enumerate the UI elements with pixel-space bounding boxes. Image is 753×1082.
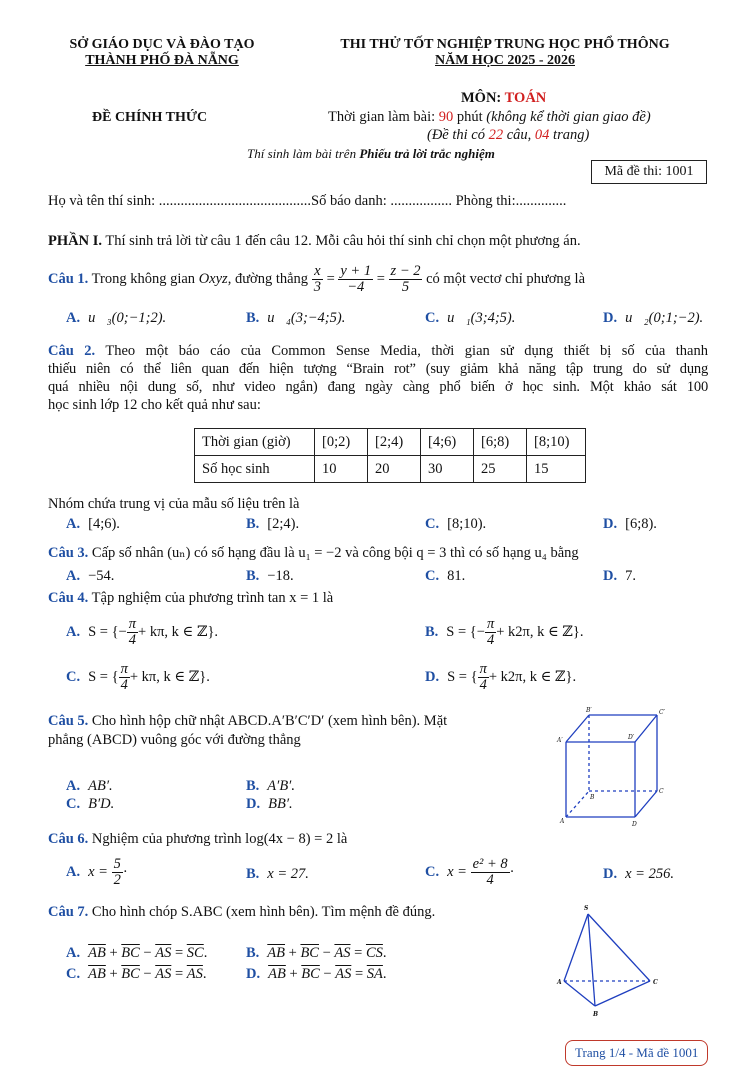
table-row (195, 456, 586, 483)
label-d-prime: D′ (628, 734, 635, 741)
student-info-line: Họ và tên thí sinh: ..........................................Số báo danh: ................. Phòng thi:.............. (48, 193, 567, 209)
label-a: A (560, 818, 565, 825)
label-c: C (653, 979, 658, 986)
q5-choice-d[interactable]: D. BB′. (246, 796, 293, 812)
q3-choice-b[interactable]: B. −18. (246, 568, 294, 584)
table-header-cell: Số học sinh (195, 456, 315, 483)
table-cell: [4;6) (421, 429, 474, 456)
question-6-label: Câu 6. (48, 831, 89, 847)
table-cell: 20 (368, 456, 421, 483)
label-d: D (632, 821, 637, 828)
department-line-1: SỞ GIÁO DỤC VÀ ĐÀO TẠO (69, 37, 255, 52)
q7-choice-a[interactable]: A. $\overline{AB} + \overline{BC} - \overline{AS} = \overline{SC}$. (66, 945, 208, 961)
table-cell: [8;10) (527, 429, 586, 456)
q4-choice-d[interactable]: D. S = { $\frac{\pi}{4}$ + k2π, k ∈ ℤ}. (425, 661, 577, 693)
q5-choice-a[interactable]: A. AB′. (66, 778, 113, 794)
question-3-label: Câu 3. (48, 545, 89, 561)
question-2: Câu 2. Theo một báo cáo của Common Sense Media, thời gian sử dụng thiết bị số của thanh thiếu niên có thể liên quan đến hiện tượng “Brain rot” (suy giảm khả năng tập trung do sử dụng quá nhiều nội dung số, như video ngắn) đang ngày càng phổ biến ở học sinh. Một khảo sát 100 học sinh lớp 12 cho kết quả như sau: (48, 343, 708, 413)
official-label: ĐỀ CHÍNH THỨC (92, 110, 208, 125)
q5-choice-c[interactable]: C. B′D. (66, 796, 115, 812)
q3-choice-c[interactable]: C. 81. (425, 568, 466, 584)
page-footer: Trang 1/4 - Mã đề 1001 (565, 1040, 708, 1066)
q6-choice-d[interactable]: D. x = 256. (603, 866, 674, 882)
answer-sheet-note: Thí sinh làm bài trên Phiếu trả lời trắc nghiệm (247, 146, 495, 161)
exam-title-line-1: THI THỬ TỐT NGHIỆP TRUNG HỌC PHỔ THÔNG (340, 37, 670, 52)
question-3: Câu 3. Cấp số nhân (uₙ) có số hạng đầu là u₁ = −2 và công bội q = 3 thì có số hạng u₄ bằng (48, 545, 579, 561)
label-c-prime: C′ (659, 709, 665, 716)
table-cell: [6;8) (474, 429, 527, 456)
q4-choice-c[interactable]: C. S = { $\frac{\pi}{4}$ + kπ, k ∈ ℤ}. (66, 661, 210, 693)
exam-info-line: (Đề thi có 22 câu, 04 trang) (427, 127, 590, 143)
label-b: B (590, 794, 595, 801)
q1-choice-b[interactable]: B. u⃗₄(3;−4;5). (246, 310, 346, 326)
q1-choice-c[interactable]: C. u⃗₁(3;4;5). (425, 310, 516, 326)
pyramid-figure (552, 900, 672, 1020)
q7-choice-d[interactable]: D. $\overline{AB} + \overline{BC} - \overline{AS} = \overline{SA}$. (246, 966, 387, 982)
table-row (195, 429, 586, 456)
part1-heading: PHẦN I. Thí sinh trả lời từ câu 1 đến câu 12. Mỗi câu hỏi thí sinh chỉ chọn một phương án. (48, 233, 581, 249)
q1-choice-a[interactable]: A. u⃗₃(0;−1;2). (66, 310, 167, 326)
question-1: Câu 1. Trong không gian Oxyz, đường thẳng $\frac{x}{3}$ = $\frac{y + 1}{-4}$ = $\frac{z - 2}{5}$ có một vectơ chỉ phương là (48, 263, 586, 295)
table-cell: 10 (315, 456, 368, 483)
subject-line: MÔN: TOÁN (461, 90, 547, 106)
q2-choice-b[interactable]: B. [2;4). (246, 516, 300, 532)
question-4-label: Câu 4. (48, 590, 89, 606)
table-cell: [2;4) (368, 429, 421, 456)
question-2-label: Câu 2. (48, 343, 96, 359)
q6-choice-b[interactable]: B. x = 27. (246, 866, 309, 882)
q7-choice-b[interactable]: B. $\overline{AB} + \overline{BC} - \overline{AS} = \overline{CS}$. (246, 945, 387, 961)
q6-choice-a[interactable]: A. x = $\frac{5}{2}$ · (66, 856, 128, 888)
label-b: B (593, 1011, 599, 1018)
table-cell: 15 (527, 456, 586, 483)
question-5: Câu 5. Cho hình hộp chữ nhật ABCD.A′B′C′D′ (xem hình bên). Mặt phẳng (ABCD) vuông góc với đường thẳng (48, 713, 448, 748)
label-a: A (557, 979, 562, 986)
q5-choice-b[interactable]: B. A′B′. (246, 778, 295, 794)
q3-choice-d[interactable]: D. 7. (603, 568, 636, 584)
label-s: S (584, 905, 589, 912)
q7-choice-c[interactable]: C. $\overline{AB} + \overline{BC} - \overline{AS} = \overline{AS}$. (66, 966, 207, 982)
q4-choice-a[interactable]: A. S = {− $\frac{\pi}{4}$ + kπ, k ∈ ℤ}. (66, 616, 219, 648)
distribution-table (194, 428, 586, 483)
q2-question-text: Nhóm chứa trung vị của mẫu số liệu trên là (48, 496, 300, 512)
table-cell: [0;2) (315, 429, 368, 456)
question-7: Câu 7. Cho hình chóp S.ABC (xem hình bên). Tìm mệnh đề đúng. (48, 904, 436, 920)
question-6: Câu 6. Nghiệm của phương trình log(4x − 8) = 2 là (48, 831, 348, 847)
table-header-cell: Thời gian (giờ) (195, 429, 315, 456)
q2-choice-c[interactable]: C. [8;10). (425, 516, 487, 532)
question-5-label: Câu 5. (48, 713, 89, 729)
question-7-label: Câu 7. (48, 904, 89, 920)
department-line-2: THÀNH PHỐ ĐÀ NẴNG (85, 53, 239, 68)
q3-choice-a[interactable]: A. −54. (66, 568, 115, 584)
q2-choice-d[interactable]: D. [6;8). (603, 516, 657, 532)
label-a-prime: A′ (557, 737, 563, 744)
exam-code-box: Mã đề thi: 1001 (591, 160, 707, 184)
exam-title-line-2: NĂM HỌC 2025 - 2026 (435, 53, 575, 68)
question-4: Câu 4. Tập nghiệm của phương trình tan x = 1 là (48, 590, 334, 606)
exam-title (300, 37, 710, 69)
department-name (42, 37, 282, 69)
time-line: Thời gian làm bài: 90 phút (không kể thời gian giao đề) (328, 109, 651, 125)
table-cell: 25 (474, 456, 527, 483)
box-figure (552, 705, 692, 830)
table-cell: 30 (421, 456, 474, 483)
q6-choice-c[interactable]: C. x = $\frac{\text{e² + 8}}{4}$ · (425, 856, 515, 888)
q1-choice-d[interactable]: D. u⃗₂(0;1;−2). (603, 310, 704, 326)
q4-choice-b[interactable]: B. S = {− $\frac{\pi}{4}$ + k2π, k ∈ ℤ}. (425, 616, 584, 648)
label-c: C (659, 788, 664, 795)
q2-choice-a[interactable]: A. [4;6). (66, 516, 120, 532)
label-b-prime: B′ (586, 707, 592, 714)
question-1-label: Câu 1. (48, 270, 89, 287)
